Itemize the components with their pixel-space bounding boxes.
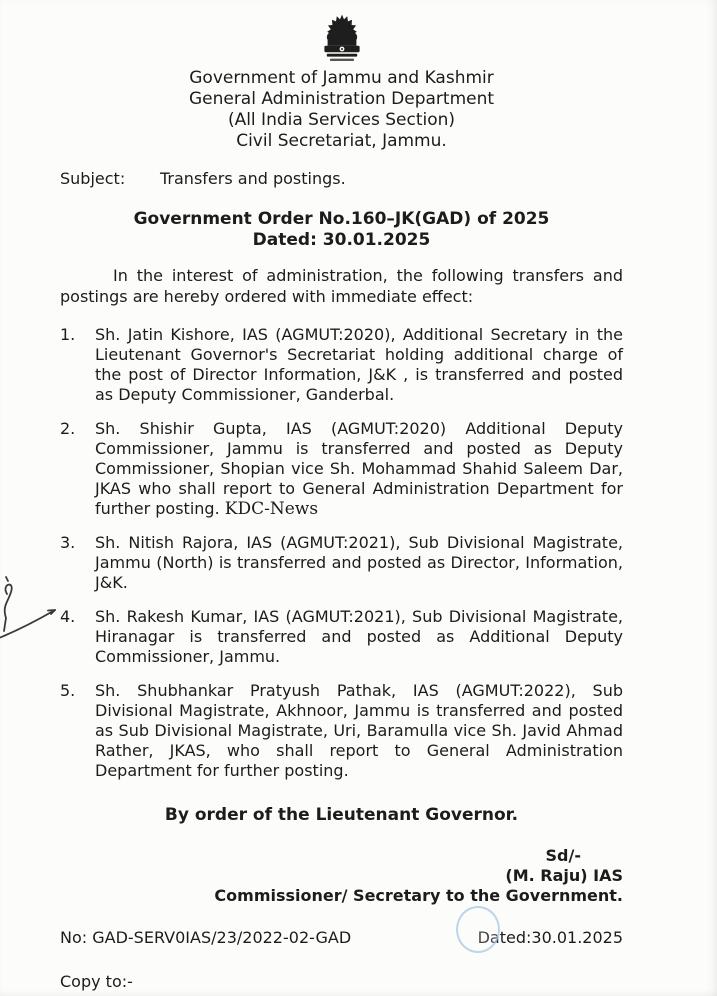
order-date: Dated: 30.01.2025 (252, 230, 431, 250)
header-line-department: General Administration Department (188, 89, 495, 109)
item-number: 3. (60, 533, 76, 552)
subject-text: Transfers and postings. (160, 169, 346, 188)
blue-stamp-circle (456, 906, 500, 953)
transfer-item-3 (60, 533, 623, 593)
subject-row (60, 168, 623, 189)
item-text: Sh. Rakesh Kumar, IAS (AGMUT:2021), Sub Divisional Magistrate, Hiranagar is transferred and posted as Additional Deputy Commissioner, Jammu. (95, 607, 623, 666)
transfer-items-list (60, 325, 623, 781)
signature-name: (M. Raju) IAS (505, 866, 623, 885)
item-text: Sh. Shubhankar Pratyush Pathak, IAS (AGMUT:2022), Sub Divisional Magistrate, Akhnoor, Jammu is transferred and posted as Sub Divisional Magistrate, Uri, Baramulla vice Sh. Javid Ahmad Rather, JKAS, who shall report to General Administration Department for further posting. (95, 681, 623, 780)
reference-date: Dated:30.01.2025 (477, 928, 623, 947)
reference-row (60, 928, 623, 948)
transfer-item-4 (60, 607, 623, 667)
document-content (60, 12, 623, 992)
india-national-emblem-icon (318, 12, 366, 70)
item-text: Sh. Shishir Gupta, IAS (AGMUT:2020) Additional Deputy Commissioner, Jammu is transferred and posted as Deputy Commissioner, Shopian vice Sh. Mohammad Shahid Saleem Dar, JKAS who shall report to General Administration Department for further posting. (95, 419, 623, 518)
order-title: Government Order No.160–JK(GAD) of 2025 (133, 209, 550, 229)
reference-number: No: GAD-SERV0IAS/23/2022-02-GAD (60, 928, 352, 947)
transfer-item-1 (60, 325, 623, 405)
handwritten-pen-mark (0, 574, 68, 648)
signature-designation: Commissioner/ Secretary to the Government. (214, 886, 623, 905)
item-text: Sh. Nitish Rajora, IAS (AGMUT:2021), Sub Divisional Magistrate, Jammu (North) is transferred and posted as Director, Information, J&K. (95, 533, 623, 592)
intro-paragraph: In the interest of administration, the following transfers and postings are hereby ordered with immediate effect: (60, 266, 623, 306)
signature-block (60, 846, 623, 906)
item-text: Sh. Jatin Kishore, IAS (AGMUT:2020), Additional Secretary in the Lieutenant Governor's Secretariat holding additional charge of the post of Director Information, J&K , is transferred and posted as Deputy Commissioner, Ganderbal. (95, 325, 623, 404)
emblem-wrap (60, 12, 623, 68)
item-number: 1. (60, 325, 76, 344)
signature-sd: Sd/- (545, 846, 581, 865)
transfer-item-2 (60, 419, 623, 519)
subject-label: Subject: (60, 169, 126, 188)
kdc-news-watermark: KDC-News (224, 499, 319, 519)
copy-to-label: Copy to:- (60, 972, 133, 991)
header-line-government: Government of Jammu and Kashmir (189, 68, 494, 88)
item-number: 5. (60, 681, 76, 700)
by-order-line: By order of the Lieutenant Governor. (164, 805, 519, 825)
item-number: 4. (60, 607, 76, 626)
header-line-secretariat: Civil Secretariat, Jammu. (236, 131, 447, 151)
header-line-section: (All India Services Section) (227, 110, 456, 130)
item-number: 2. (60, 419, 76, 438)
transfer-item-5 (60, 681, 623, 781)
